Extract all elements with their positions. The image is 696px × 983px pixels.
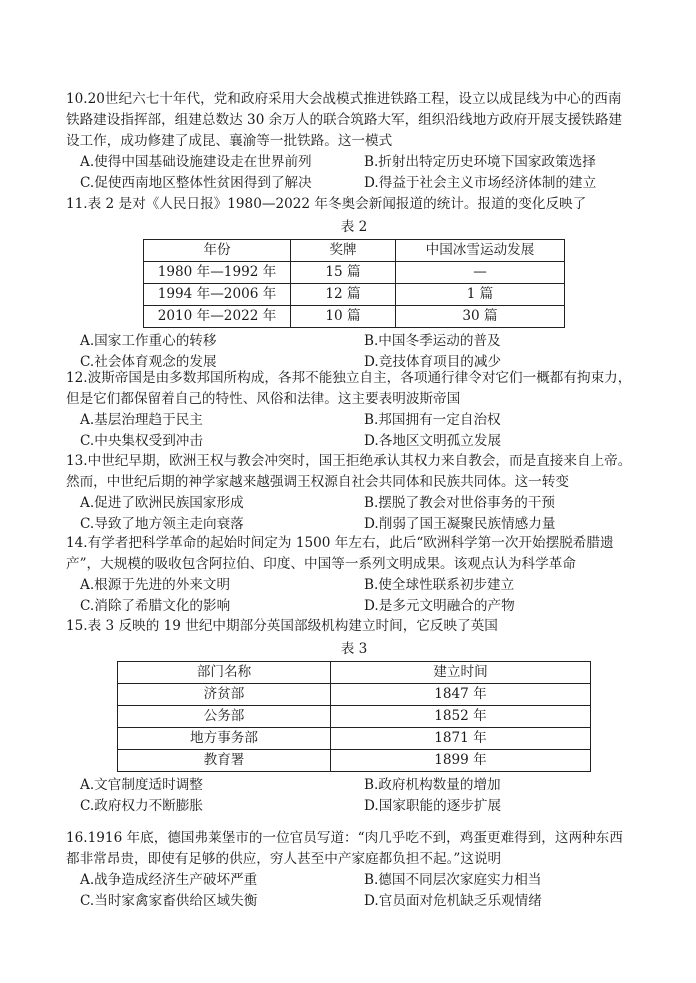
- option-a: A.基层治理趋于民主: [80, 412, 203, 428]
- table-row: [144, 284, 565, 306]
- table-row: [144, 306, 565, 328]
- question-stem: [66, 828, 642, 870]
- stem-line: 但是它们都保留着自己的特性、风俗和法律。这主要表明波斯帝国: [66, 391, 461, 407]
- table-cell: 1899 年: [331, 750, 591, 772]
- option-c: C.促使西南地区整体性贫困得到了解决: [80, 175, 312, 191]
- option-a: A.使得中国基础设施建设走在世界前列: [80, 154, 312, 170]
- option-d: D.削弱了国王凝聚民族情感力量: [364, 516, 556, 532]
- table-header: 部门名称: [118, 662, 331, 684]
- stem-line: 产”，大规模的吸收包含阿拉伯、印度、中国等一系列文明成果。该观点认为科学革命: [66, 556, 576, 572]
- option-b: B.折射出特定历史环境下国家政策选择: [364, 154, 596, 170]
- option-d: D.竞技体育项目的减少: [364, 354, 502, 370]
- option-c: C.中央集权受到冲击: [80, 433, 203, 449]
- table-cell: 1871 年: [331, 728, 591, 750]
- question-stem: [66, 616, 642, 637]
- table-header: 奖牌: [291, 240, 396, 262]
- options: [66, 870, 642, 912]
- table-cell: 30 篇: [396, 306, 565, 328]
- stem-line: 14.有学者把科学革命的起始时间定为 1500 年左右，此后“欧洲科学第一次开始摆脱希腊遗: [66, 535, 614, 551]
- option-c: C.导致了地方领主走向衰落: [80, 516, 244, 532]
- option-c: C.政府权力不断膨胀: [80, 798, 203, 814]
- table-caption: 表 2: [340, 219, 368, 235]
- table-header: 建立时间: [331, 662, 591, 684]
- table-cell: 1994 年—2006 年: [144, 284, 291, 306]
- table-cell: 15 篇: [291, 262, 396, 284]
- table-cell: 地方事务部: [118, 728, 331, 750]
- stem-line: 10.20世纪六七十年代，党和政府采用大会战模式推进铁路工程，设立以成昆线为中心的西南: [66, 91, 622, 107]
- table-2: [143, 239, 565, 328]
- table-cell: 2010 年—2022 年: [144, 306, 291, 328]
- option-a: A.文官制度适时调整: [80, 777, 203, 793]
- option-b: B.摆脱了教会对世俗事务的干预: [364, 495, 556, 511]
- question-13: [66, 451, 642, 535]
- table-row: [118, 684, 591, 706]
- table-cell: 1847 年: [331, 684, 591, 706]
- question-14: [66, 533, 642, 617]
- table-cell: 1852 年: [331, 706, 591, 728]
- stem-line: 铁路建设指挥部，组建总数达 30 余万人的联合筑路大军，组织沿线地方政府开展支援铁路建: [66, 112, 623, 128]
- stem-line: 都非常昂贵，即使有足够的供应，穷人甚至中产家庭都负担不起。”这说明: [66, 851, 502, 867]
- table-cell: 1 篇: [396, 284, 565, 306]
- question-12: [66, 368, 642, 452]
- stem-line: 15.表 3 反映的 19 世纪中期部分英国部级机构建立时间，它反映了英国: [66, 618, 498, 634]
- options: [66, 493, 642, 535]
- stem-line: 16.1916 年底，德国弗莱堡市的一位官员写道：“肉几乎吃不到，鸡蛋更难得到，这两种东西: [66, 830, 623, 846]
- table-row: [118, 706, 591, 728]
- options: [66, 152, 642, 194]
- table-cell: 10 篇: [291, 306, 396, 328]
- table-cell: 济贫部: [118, 684, 331, 706]
- table-row: [118, 728, 591, 750]
- option-a: A.促进了欧洲民族国家形成: [80, 495, 244, 511]
- stem-line: 设工作，成功修建了成昆、襄渝等一批铁路。这一模式: [66, 133, 393, 149]
- option-d: D.是多元文明融合的产物: [364, 598, 515, 614]
- table-3: [117, 661, 591, 772]
- question-10: [66, 89, 642, 194]
- question-stem: [66, 89, 642, 152]
- stem-line: 11.表 2 是对《人民日报》1980—2022 年冬奥会新闻报道的统计。报道的变化反映了: [66, 196, 587, 212]
- table-cell: —: [396, 262, 565, 284]
- option-a: A.国家工作重心的转移: [80, 333, 217, 349]
- stem-line: 13.中世纪早期，欧洲王权与教会冲突时，国王拒绝承认其权力来自教会，而是直接来自上帝。: [66, 453, 632, 469]
- question-stem: [66, 451, 642, 493]
- options: [66, 331, 642, 373]
- question-11: [66, 194, 642, 373]
- question-stem: [66, 194, 642, 215]
- option-c: C.消除了希腊文化的影响: [80, 598, 231, 614]
- option-b: B.政府机构数量的增加: [364, 777, 501, 793]
- option-c: C.当时家禽家畜供给区域失衡: [80, 893, 258, 909]
- option-d: D.官员面对危机缺乏乐观情绪: [364, 893, 542, 909]
- question-15: [66, 616, 642, 817]
- option-d: D.各地区文明孤立发展: [364, 433, 502, 449]
- table-row: [144, 262, 565, 284]
- stem-line: 然而，中世纪后期的神学家越来越强调王权源自社会共同体和民族共同体。这一转变: [66, 474, 569, 490]
- stem-line: 12.波斯帝国是由多数邦国所构成，各邦不能独立自主，各项通行律令对它们一概都有拘束力，: [66, 370, 632, 386]
- option-b: B.德国不同层次家庭实力相当: [364, 872, 542, 888]
- table-cell: 12 篇: [291, 284, 396, 306]
- option-d: D.得益于社会主义市场经济体制的建立: [364, 175, 597, 191]
- option-c: C.社会体育观念的发展: [80, 354, 217, 370]
- option-a: A.根源于先进的外来文明: [80, 577, 231, 593]
- table-cell: 1980 年—1992 年: [144, 262, 291, 284]
- question-stem: [66, 368, 642, 410]
- table-row: [118, 750, 591, 772]
- table-cell: 教育署: [118, 750, 331, 772]
- options: [66, 775, 642, 817]
- table-caption: 表 3: [340, 641, 368, 657]
- option-b: B.中国冬季运动的普及: [364, 333, 501, 349]
- table-header: 年份: [144, 240, 291, 262]
- option-d: D.国家职能的逐步扩展: [364, 798, 502, 814]
- question-16: [66, 828, 642, 912]
- table-cell: 公务部: [118, 706, 331, 728]
- options: [66, 410, 642, 452]
- table-header: 中国冰雪运动发展: [396, 240, 565, 262]
- option-b: B.使全球性联系初步建立: [364, 577, 515, 593]
- question-stem: [66, 533, 642, 575]
- option-a: A.战争造成经济生产破坏严重: [80, 872, 258, 888]
- options: [66, 575, 642, 617]
- option-b: B.邦国拥有一定自治权: [364, 412, 501, 428]
